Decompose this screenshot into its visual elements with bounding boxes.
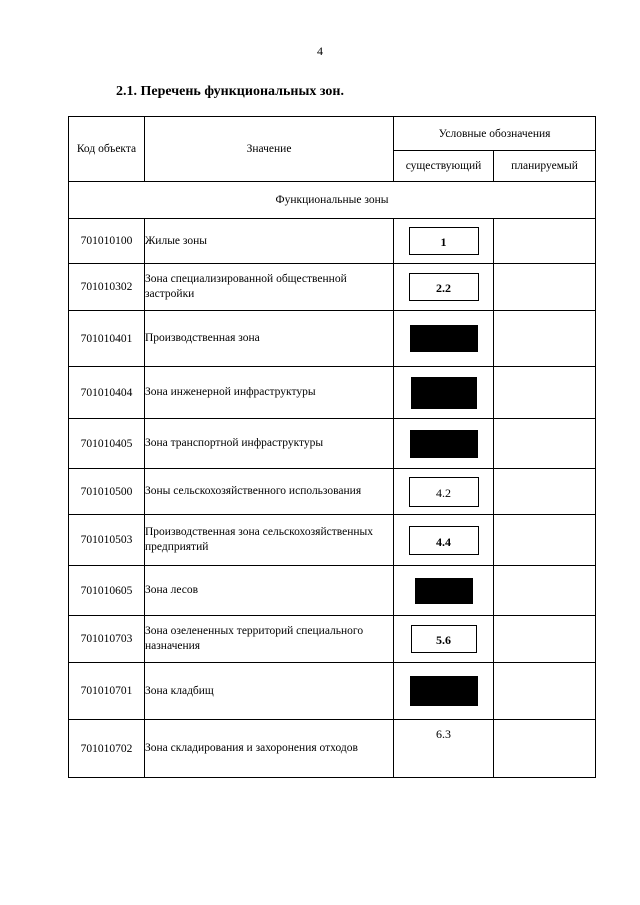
- zone-name: Зона лесов: [145, 566, 394, 616]
- section-row: Функциональные зоны: [69, 182, 596, 219]
- existing-symbol-cell: [394, 720, 494, 778]
- zone-code: 701010100: [69, 219, 145, 264]
- table-row: [69, 219, 596, 264]
- zone-code: 701010302: [69, 264, 145, 311]
- zone-symbol-solid: [415, 578, 473, 604]
- existing-symbol-cell: [394, 663, 494, 720]
- zone-code: 701010500: [69, 469, 145, 515]
- zone-symbol-solid: [410, 676, 478, 706]
- page-number: 4: [317, 44, 323, 58]
- planned-symbol-cell: [494, 311, 596, 367]
- zone-code: 701010404: [69, 367, 145, 419]
- table-row: [69, 367, 596, 419]
- existing-symbol-cell: [394, 469, 494, 515]
- header-code: Код объекта: [69, 117, 145, 182]
- table-row: [69, 720, 596, 778]
- zone-name: Зона транспортной инфраструктуры: [145, 419, 394, 469]
- zone-name: Производственная зона: [145, 311, 394, 367]
- zone-name: Зона кладбищ: [145, 663, 394, 720]
- planned-symbol-cell: [494, 663, 596, 720]
- planned-symbol-cell: [494, 367, 596, 419]
- zone-symbol-outline: 4.2: [409, 477, 479, 507]
- zone-name: Зона складирования и захоронения отходов: [145, 720, 394, 778]
- existing-symbol-cell: [394, 367, 494, 419]
- zone-symbol-outline: 4.4: [409, 526, 479, 555]
- zone-name: Зоны сельскохозяйственного использования: [145, 469, 394, 515]
- zone-code: 701010503: [69, 515, 145, 566]
- zone-code: 701010702: [69, 720, 145, 778]
- header-symbols: Условные обозначения: [394, 117, 596, 151]
- planned-symbol-cell: [494, 720, 596, 778]
- zone-name: Зона озелененных территорий специального назначения: [145, 616, 394, 663]
- zone-symbol-label: 6.3: [436, 727, 451, 741]
- planned-symbol-cell: [494, 419, 596, 469]
- header-name: Значение: [145, 117, 394, 182]
- zone-code: 701010605: [69, 566, 145, 616]
- existing-symbol-cell: [394, 515, 494, 566]
- table-row: [69, 616, 596, 663]
- table-row: [69, 419, 596, 469]
- zone-name: Жилые зоны: [145, 219, 394, 264]
- zone-name: Зона специализированной общественной застройки: [145, 264, 394, 311]
- zone-symbol-solid: [410, 325, 478, 352]
- existing-symbol-cell: [394, 566, 494, 616]
- existing-symbol-cell: [394, 419, 494, 469]
- zone-symbol-outline: 2.2: [409, 273, 479, 301]
- zone-code: 701010405: [69, 419, 145, 469]
- table-row: [69, 663, 596, 720]
- functional-zones-table: [68, 116, 596, 778]
- planned-symbol-cell: [494, 616, 596, 663]
- planned-symbol-cell: [494, 515, 596, 566]
- existing-symbol-cell: [394, 264, 494, 311]
- planned-symbol-cell: [494, 469, 596, 515]
- planned-symbol-cell: [494, 264, 596, 311]
- existing-symbol-cell: [394, 219, 494, 264]
- table-row: [69, 515, 596, 566]
- zone-name: Производственная зона сельскохозяйственных предприятий: [145, 515, 394, 566]
- header-existing: существующий: [394, 151, 494, 182]
- zone-symbol-outline: 1: [409, 227, 479, 255]
- zone-code: 701010703: [69, 616, 145, 663]
- zone-name: Зона инженерной инфраструктуры: [145, 367, 394, 419]
- table-row: [69, 311, 596, 367]
- planned-symbol-cell: [494, 566, 596, 616]
- zone-symbol-solid: [410, 430, 478, 458]
- section-title: 2.1. Перечень функциональных зон.: [116, 84, 344, 99]
- existing-symbol-cell: [394, 311, 494, 367]
- zone-symbol-solid: [411, 377, 477, 409]
- header-planned: планируемый: [494, 151, 596, 182]
- planned-symbol-cell: [494, 219, 596, 264]
- existing-symbol-cell: [394, 616, 494, 663]
- zone-code: 701010701: [69, 663, 145, 720]
- table-row: [69, 264, 596, 311]
- table-row: [69, 566, 596, 616]
- zone-code: 701010401: [69, 311, 145, 367]
- zone-symbol-outline: 5.6: [411, 625, 477, 653]
- table-row: [69, 469, 596, 515]
